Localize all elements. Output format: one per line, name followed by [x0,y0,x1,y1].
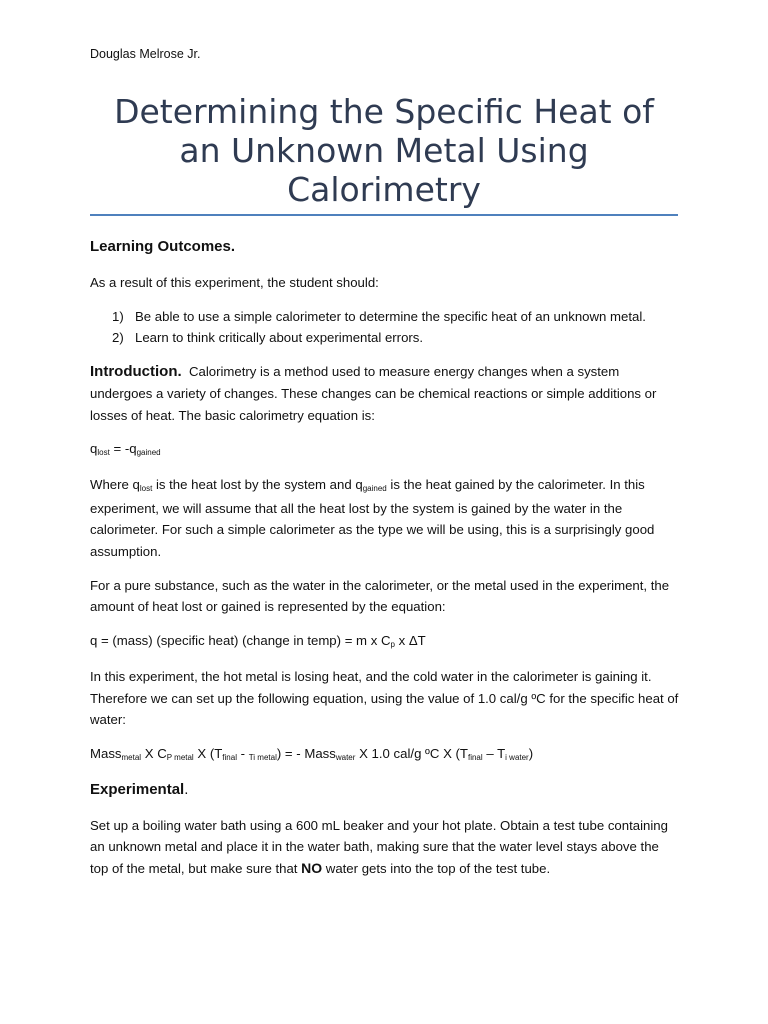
learning-outcomes-heading: Learning Outcomes. [90,238,236,255]
introduction-heading: Introduction. [90,363,182,381]
hot-metal-paragraph: In this experiment, the hot metal is losing heat, and the cold water in the calorimeter is gaining it. Therefore we can set up the following equation, using the value of 1.0 cal/g ºC for the specific heat of water: [90,668,679,728]
list-text: Learn to think critically about experimental errors. [135,330,424,346]
document-title: Determining the Specific Heat of an Unknown Metal Using Calorimetry [114,92,654,209]
list-item [90,327,680,349]
list-item [90,306,680,328]
outcomes-list [90,306,680,349]
experimental-paragraph: Set up a boiling water bath using a 600 mL beaker and your hot plate. Obtain a test tube containing an unknown metal and place it in the water bath, making sure that the water level stays above the top of the metal, but make sure that NO water gets into the top of the test tube. [90,817,668,877]
learning-intro: As a result of this experiment, the student should: [90,275,379,290]
document-body [90,236,680,892]
introduction-text: Calorimetry is a method used to measure energy changes when a system undergoes a variety of changes. These changes can be chemical reactions or simple additions or losses of heat. The basic calorimetry equation is: [90,364,657,423]
heat-definition-paragraph: Where $q_{lost}$ is the heat lost by the system and $q_{gained}$ is the heat gained by the calorimeter. In this experiment, we will assume that all the heat lost by the system is gained by the water in the calorimeter. For such a simple calorimeter as the type we will be using, this is a surprisingly good assumption. [90,476,655,560]
list-text: Be able to use a simple calorimeter to determine the specific heat of an unknown metal. [135,308,646,324]
emphasis-no: NO [301,860,323,877]
author-name: Douglas Melrose Jr. [90,47,201,61]
equation-heat: q = (mass) (specific heat) (change in temp) = m x $C_p$ x ΔT [90,633,426,650]
title-divider [90,214,678,216]
experimental-heading: Experimental. [90,780,189,798]
list-number: 1) [112,308,124,324]
equation-calorimetry: $q_{lost} = -q_{gained}$ [90,441,161,458]
list-number: 2) [112,330,124,346]
pure-substance-paragraph: For a pure substance, such as the water in the calorimeter, or the metal used in the experiment, the amount of heat lost or gained is represented by the equation: [90,577,670,615]
introduction-paragraph [90,361,680,426]
equation-balance: Mass$_{metal}$ X $C_{P metal}$ X $(T_{final} - _{Ti metal})$ = - Mass$_{water}$ X 1.0 cal/g ºC X ($T_{final} - T_i$ $_{water}$) [90,745,534,762]
